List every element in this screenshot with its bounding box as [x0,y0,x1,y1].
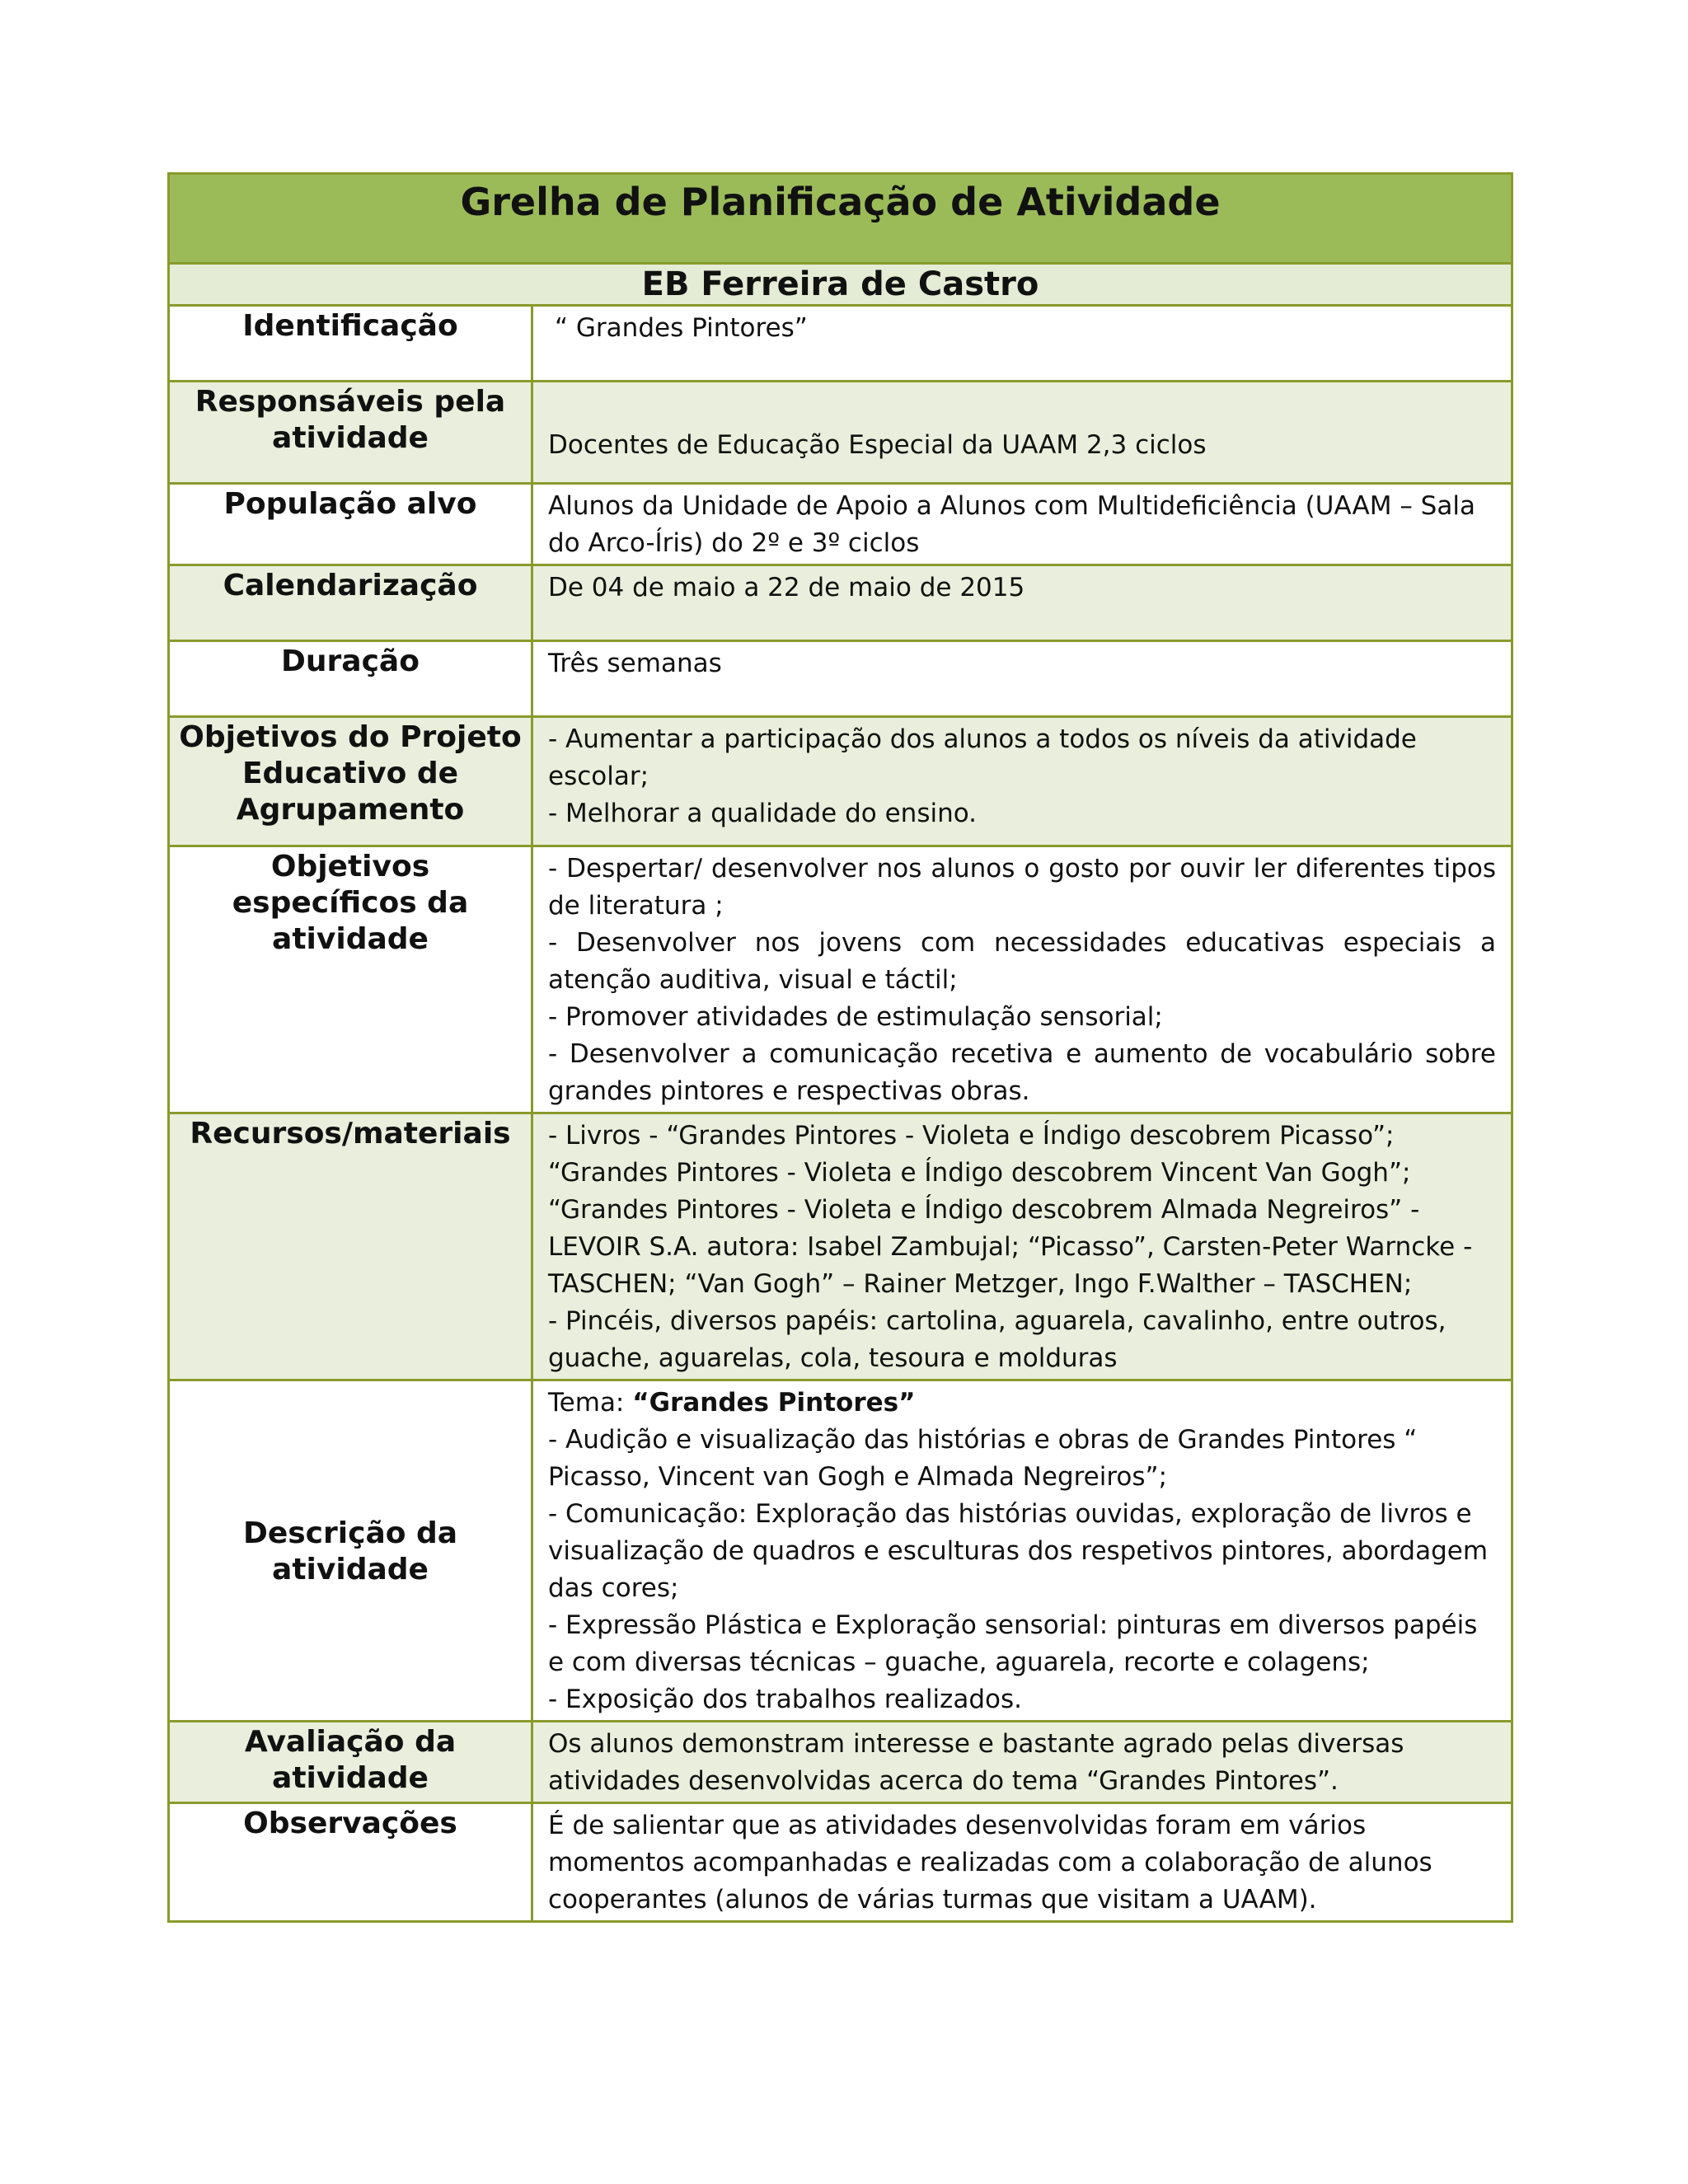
list-item: - Aumentar a participação dos alunos a todos os níveis da atividade escolar; [548,724,1417,791]
label-objetivos-especificos: Objetivos específicos da atividade [169,846,532,1113]
row-responsaveis [169,382,1512,484]
value-duracao: Três semanas [532,641,1512,717]
tema-title: “Grandes Pintores” [632,1388,916,1418]
planning-grid [167,172,1513,1923]
value-responsaveis: Docentes de Educação Especial da UAAM 2,3 ciclos [532,382,1512,484]
row-recursos [169,1113,1512,1380]
row-objetivos-projeto [169,717,1512,846]
row-calendarizacao [169,565,1512,641]
value-populacao: Alunos da Unidade de Apoio a Alunos com Multideficiência (UAAM – Sala do Arco-Íris) do 2º e 3º ciclos [532,484,1512,565]
row-duracao [169,641,1512,717]
label-descricao: Descrição da atividade [169,1380,532,1722]
list-item: - Pincéis, diversos papéis: cartolina, aguarela, cavalinho, entre outros, guache, aguarelas, cola, tesoura e molduras [548,1306,1447,1373]
tema-prefix: Tema: [548,1388,633,1418]
tema-line [548,1385,1496,1422]
list-item: - Despertar/ desenvolver nos alunos o gosto por ouvir ler diferentes tipos de literatura ; [548,854,1496,921]
label-populacao: População alvo [169,484,532,565]
list-item: - Audição e visualização das histórias e obras de Grandes Pintores “ Picasso, Vincent van Gogh e Almada Negreiros”; [548,1425,1418,1492]
value-objetivos-especificos [532,846,1512,1113]
school-name: EB Ferreira de Castro [169,264,1512,306]
label-calendarizacao: Calendarização [169,565,532,641]
grid-title: Grelha de Planificação de Atividade [169,174,1512,264]
list-item: - Exposição dos trabalhos realizados. [548,1685,1022,1714]
list-item: - Promover atividades de estimulação sensorial; [548,1002,1163,1032]
label-recursos: Recursos/materiais [169,1113,532,1380]
list-item: - Livros - “Grandes Pintores - Violeta e Índigo descobrem Picasso”; “Grandes Pintores - Violeta e Índigo descobrem Vincent Van Gogh”; “Grandes Pintores - Violeta e Índigo descobrem Almada Negreiros” - LEVOIR S.A. autora: Isabel Zambujal; “Picasso”, Carsten-Peter Warncke - TASCHEN; “Van Gogh” – Rainer Metzger, Ingo F.Walther – TASCHEN; [548,1121,1473,1299]
list-item: - Expressão Plástica e Exploração sensorial: pinturas em diversos papéis e com diversas técnicas – guache, aguarela, recorte e colagens; [548,1610,1478,1677]
value-descricao [532,1380,1512,1722]
value-identificacao: “ Grandes Pintores” [532,306,1512,382]
row-observacoes [169,1803,1512,1922]
list-item: - Desenvolver nos jovens com necessidades educativas especiais a atenção auditiva, visual e táctil; [548,928,1496,995]
row-descricao [169,1380,1512,1722]
value-recursos [532,1113,1512,1380]
label-duracao: Duração [169,641,532,717]
value-objetivos-projeto [532,717,1512,846]
label-identificacao: Identificação [169,306,532,382]
row-identificacao [169,306,1512,382]
value-observacoes: É de salientar que as atividades desenvolvidas foram em vários momentos acompanhadas e realizadas com a colaboração de alunos cooperantes (alunos de várias turmas que visitam a UAAM). [532,1803,1512,1922]
value-avaliacao: Os alunos demonstram interesse e bastante agrado pelas diversas atividades desenvolvidas acerca do tema “Grandes Pintores”. [532,1722,1512,1803]
row-objetivos-especificos [169,846,1512,1113]
list-item: - Melhorar a qualidade do ensino. [548,799,978,828]
label-responsaveis: Responsáveis pela atividade [169,382,532,484]
label-avaliacao: Avaliação da atividade [169,1722,532,1803]
value-calendarizacao: De 04 de maio a 22 de maio de 2015 [532,565,1512,641]
list-item: - Desenvolver a comunicação recetiva e aumento de vocabulário sobre grandes pintores e respectivas obras. [548,1039,1496,1106]
label-observacoes: Observações [169,1803,532,1922]
label-objetivos-projeto: Objetivos do Projeto Educativo de Agrupamento [169,717,532,846]
row-avaliacao [169,1722,1512,1803]
row-populacao [169,484,1512,565]
list-item: - Comunicação: Exploração das histórias ouvidas, exploração de livros e visualização de quadros e esculturas dos respetivos pintores, abordagem das cores; [548,1499,1489,1603]
